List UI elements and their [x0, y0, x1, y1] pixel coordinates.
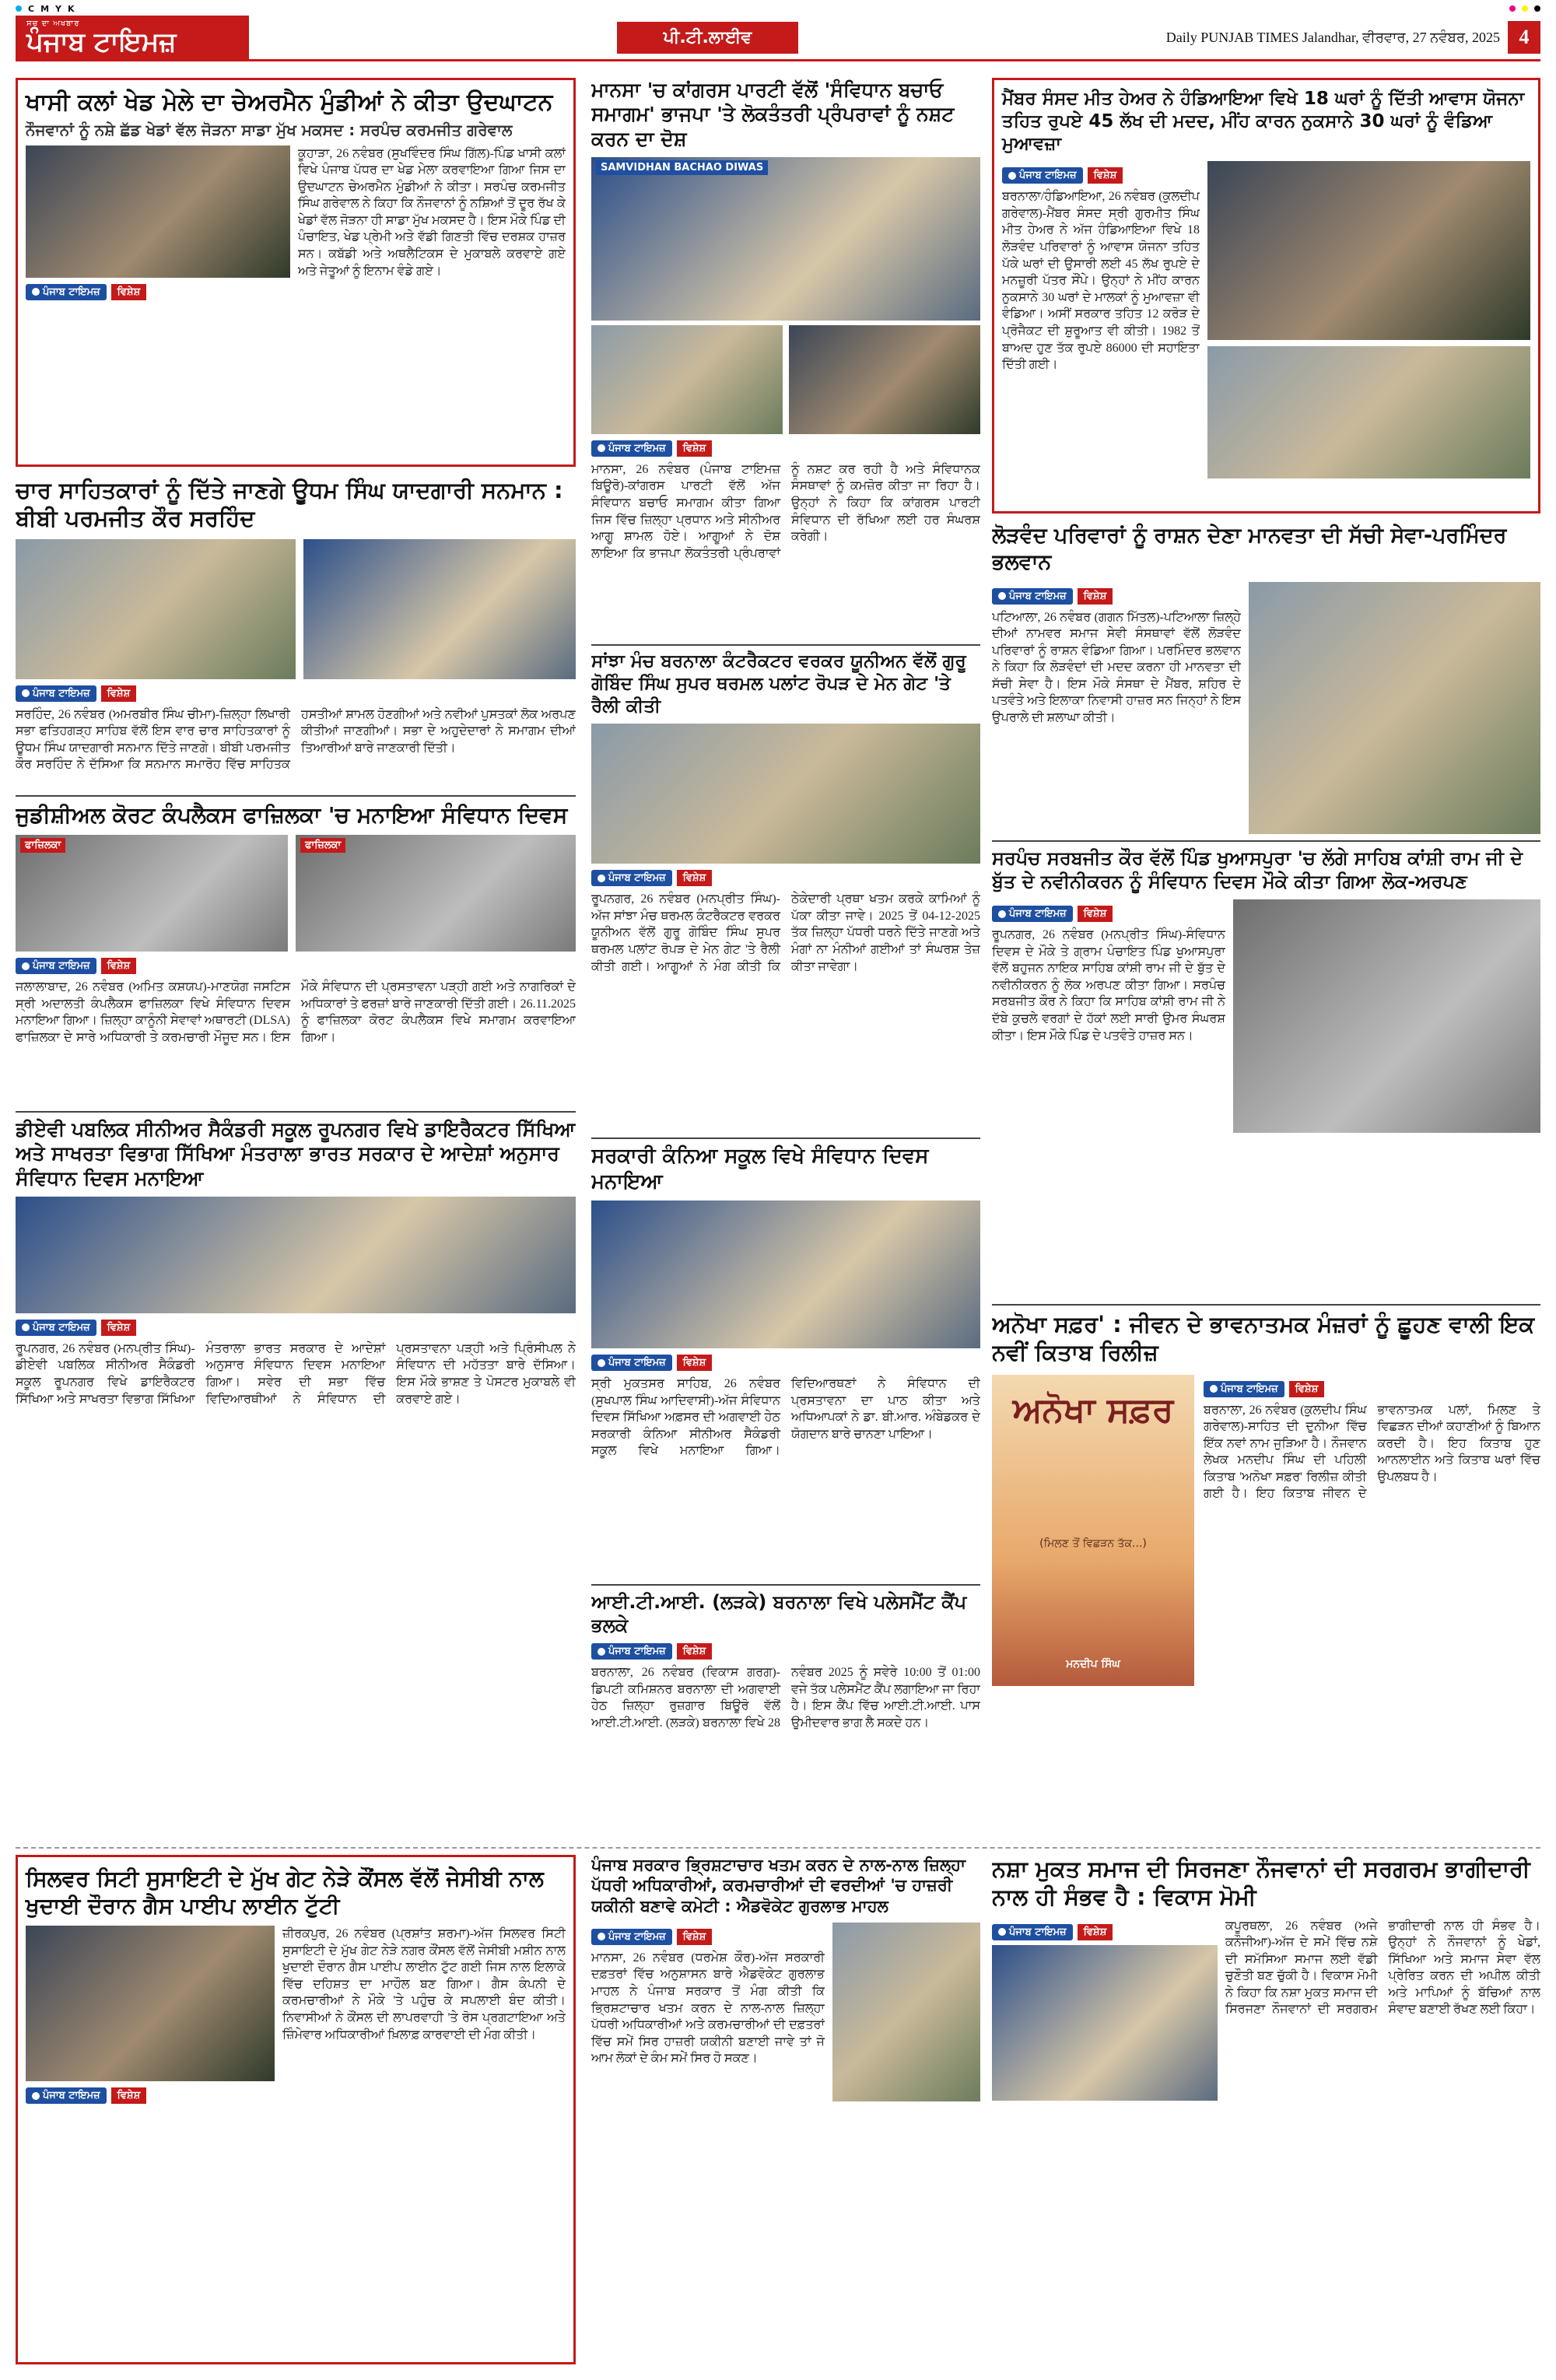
brand-logo-icon	[998, 910, 1006, 918]
headline: ਸਰਕਾਰੀ ਕੰਨਿਆ ਸਕੂਲ ਵਿਖੇ ਸੰਵਿਧਾਨ ਦਿਵਸ ਮਨਾਇਆ	[591, 1144, 929, 1194]
section-name: ਪੀ.ਟੀ.ਲਾਈਵ	[617, 22, 799, 54]
article-body: ਬਰਨਾਲਾ, 26 ਨਵੰਬਰ (ਵਿਕਾਸ ਗਰਗ)-ਡਿਪਟੀ ਕਮਿਸ਼ਨਰ ਬਰਨਾਲਾ ਦੀ ਅਗਵਾਈ ਹੇਠ ਜ਼ਿਲ੍ਹਾ ਰੁਜ਼ਗਾਰ ਬਿਊਰੋ ਵੱਲੋਂ ਆਈ.ਟੀ.ਆਈ. (ਲੜਕੇ) ਬਰਨਾਲਾ ਵਿਖੇ 28 ਨਵੰਬਰ 2025 ਨੂੰ ਸਵੇਰੇ 10:00 ਤੋਂ 01:00 ਵਜੇ ਤੱਕ ਪਲੇਸਮੈਂਟ ਕੈਂਪ ਲਗਾਇਆ ਜਾ ਰਿਹਾ ਹੈ। ਇਸ ਕੈਂਪ ਵਿੱਚ ਆਈ.ਟੀ.ਆਈ. ਪਾਸ ਉਮੀਦਵਾਰ ਭਾਗ ਲੈ ਸਕਦੇ ਹਨ।	[591, 1666, 980, 1730]
photo-vikas-momi-portrait	[992, 1945, 1218, 2101]
photo-advocate-portrait	[832, 1923, 980, 2101]
photo-khasi-team	[26, 145, 290, 278]
brand-chip: ਪੰਜਾਬ ਟਾਇਮਜ਼	[992, 588, 1073, 605]
vishesh-tag: ਵਿਸ਼ੇਸ਼	[101, 685, 137, 702]
book-cover	[992, 1375, 1194, 1686]
brand-chip: ਪੰਜਾਬ ਟਾਇਮਜ਼	[992, 906, 1073, 922]
paper-tagline: ਸਚ ਦਾ ਅਖਬਾਰ	[26, 19, 80, 28]
paper-name: ਪੰਜਾਬ ਟਾਇਮਜ਼	[26, 26, 177, 58]
article-gas-pipeline	[16, 1855, 576, 2364]
vishesh-tag: ਵਿਸ਼ੇਸ਼	[1078, 906, 1113, 922]
headline: ਮੈਂਬਰ ਸੰਸਦ ਮੀਤ ਹੇਅਰ ਨੇ ਹੰਡਿਆਇਆ ਵਿਖੇ 18 ਘਰਾਂ ਨੂੰ ਦਿੱਤੀ ਆਵਾਸ ਯੋਜਨਾ ਤਹਿਤ ਰੁਪਏ 45 ਲੱਖ ਦੀ ਮਦਦ, ਮੀਂਹ ਕਾਰਨ ਨੁਕਸਾਨੇ 30 ਘਰਾਂ ਨੂੰ ਵੰਡਿਆ ਮੁਆਵਜ਼ਾ	[1002, 89, 1525, 154]
cut-line	[16, 1847, 1540, 1849]
vishesh-tag: ਵਿਸ਼ੇਸ਼	[101, 1320, 137, 1336]
article-body: ਸਰਹਿੰਦ, 26 ਨਵੰਬਰ (ਅਮਰਬੀਰ ਸਿੰਘ ਚੀਮਾ)-ਜ਼ਿਲ੍ਹਾ ਲਿਖਾਰੀ ਸਭਾ ਫਤਿਹਗੜ੍ਹ ਸਾਹਿਬ ਵੱਲੋਂ ਇਸ ਵਾਰ ਚਾਰ ਸਾਹਿਤਕਾਰਾਂ ਨੂੰ ਊਧਮ ਸਿੰਘ ਯਾਦਗਾਰੀ ਸਨਮਾਨ ਦਿੱਤੇ ਜਾਣਗੇ। ਬੀਬੀ ਪਰਮਜੀਤ ਕੌਰ ਸਰਹਿੰਦ ਨੇ ਦੱਸਿਆ ਕਿ ਸਨਮਾਨ ਸਮਾਰੋਹ ਵਿੱਚ ਸਾਹਿਤਕ ਹਸਤੀਆਂ ਸ਼ਾਮਲ ਹੋਣਗੀਆਂ ਅਤੇ ਨਵੀਆਂ ਪੁਸਤਕਾਂ ਲੋਕ ਅਰਪਣ ਕੀਤੀਆਂ ਜਾਣਗੀਆਂ। ਸਭਾ ਦੇ ਅਹੁਦੇਦਾਰਾਂ ਨੇ ਸਮਾਗਮ ਦੀਆਂ ਤਿਆਰੀਆਂ ਬਾਰੇ ਜਾਣਕਾਰੀ ਦਿੱਤੀ।	[16, 707, 576, 772]
registration-strip-right	[1509, 3, 1540, 14]
brand-logo-icon	[1210, 1385, 1218, 1393]
article-kanshi-ram	[992, 846, 1540, 1298]
brand-logo-icon	[598, 1359, 605, 1367]
headline: ਜੁਡੀਸ਼ੀਅਲ ਕੋਰਟ ਕੰਪਲੈਕਸ ਫਾਜ਼ਿਲਕਾ 'ਚ ਮਨਾਇਆ ਸੰਵਿਧਾਨ ਦਿਵਸ	[16, 802, 568, 828]
photo-meet-hayer-crowd	[1207, 346, 1530, 478]
divider	[591, 1584, 980, 1586]
brand-logo-icon	[32, 2092, 40, 2100]
headline: ਅਨੋਖਾ ਸਫ਼ਰ' : ਜੀਵਨ ਦੇ ਭਾਵਨਾਤਮਕ ਮੰਜ਼ਰਾਂ ਨੂੰ ਛੂਹਣ ਵਾਲੀ ਇਕ ਨਵੀਂ ਕਿਤਾਬ ਰਿਲੀਜ਼	[992, 1311, 1535, 1366]
article-body: ਕੂਹਾੜਾ, 26 ਨਵੰਬਰ (ਸੁਖਵਿੰਦਰ ਸਿੰਘ ਗਿੱਲ)-ਪਿੰਡ ਖਾਸੀ ਕਲਾਂ ਵਿਖੇ ਪੰਜਾਬ ਪੱਧਰ ਦਾ ਖੇਡ ਮੇਲਾ ਕਰਵਾਇਆ ਗਿਆ ਜਿਸ ਦਾ ਉਦਘਾਟਨ ਚੇਅਰਮੈਨ ਮੁੰਡੀਆਂ ਨੇ ਕੀਤਾ। ਸਰਪੰਚ ਕਰਮਜੀਤ ਸਿੰਘ ਗਰੇਵਾਲ ਨੇ ਕਿਹਾ ਕਿ ਨੌਜਵਾਨਾਂ ਨੂੰ ਨਸ਼ਿਆਂ ਤੋਂ ਦੂਰ ਰੱਖ ਕੇ ਖੇਡਾਂ ਵੱਲ ਜੋੜਨਾ ਹੀ ਸਾਡਾ ਮੁੱਖ ਮਕਸਦ ਹੈ। ਇਸ ਮੌਕੇ ਪਿੰਡ ਦੀ ਪੰਚਾਇਤ, ਖੇਡ ਪ੍ਰੇਮੀ ਅਤੇ ਵੱਡੀ ਗਿਣਤੀ ਵਿੱਚ ਦਰਸ਼ਕ ਹਾਜ਼ਰ ਸਨ। ਕਬੱਡੀ ਅਤੇ ਅਥਲੈਟਿਕਸ ਦੇ ਮੁਕਾਬਲੇ ਕਰਵਾਏ ਗਏ ਅਤੇ ਜੇਤੂਆਂ ਨੂੰ ਇਨਾਮ ਵੰਡੇ ਗਏ।	[298, 146, 566, 278]
subhead: ਨੌਜਵਾਨਾਂ ਨੂੰ ਨਸ਼ੇ ਛੱਡ ਖੇਡਾਂ ਵੱਲ ਜੋੜਨਾ ਸਾਡਾ ਮੁੱਖ ਮਕਸਦ : ਸਰਪੰਚ ਕਰਮਜੀਤ ਗਰੇਵਾਲ	[26, 120, 513, 139]
banner-text: SAMVIDHAN BACHAO DIWAS	[596, 160, 768, 175]
article-body: ਕਪੂਰਥਲਾ, 26 ਨਵੰਬਰ (ਅਜੇ ਕਨੌਜੀਆ)-ਅੱਜ ਦੇ ਸਮੇਂ ਵਿੱਚ ਨਸ਼ੇ ਦੀ ਸਮੱਸਿਆ ਸਮਾਜ ਲਈ ਵੱਡੀ ਚੁਣੌਤੀ ਬਣ ਚੁੱਕੀ ਹੈ। ਵਿਕਾਸ ਮੋਮੀ ਨੇ ਕਿਹਾ ਕਿ ਨਸ਼ਾ ਮੁਕਤ ਸਮਾਜ ਦੀ ਸਿਰਜਣਾ ਨੌਜਵਾਨਾਂ ਦੀ ਸਰਗਰਮ ਭਾਗੀਦਾਰੀ ਨਾਲ ਹੀ ਸੰਭਵ ਹੈ। ਉਨ੍ਹਾਂ ਨੇ ਨੌਜਵਾਨਾਂ ਨੂੰ ਖੇਡਾਂ, ਸਿੱਖਿਆ ਅਤੇ ਸਮਾਜ ਸੇਵਾ ਵੱਲ ਪ੍ਰੇਰਿਤ ਕਰਨ ਦੀ ਅਪੀਲ ਕੀਤੀ ਅਤੇ ਮਾਪਿਆਂ ਨੂੰ ਬੱਚਿਆਂ ਨਾਲ ਸੰਵਾਦ ਬਣਾਈ ਰੱਖਣ ਲਈ ਕਿਹਾ।	[1225, 1919, 1540, 2017]
photo-thermal-rally	[591, 724, 980, 864]
headline: ਲੋੜਵੰਦ ਪਰਿਵਾਰਾਂ ਨੂੰ ਰਾਸ਼ਨ ਦੇਣਾ ਮਾਨਵਤਾ ਦੀ ਸੱਚੀ ਸੇਵਾ-ਪਰਮਿੰਦਰ ਭਲਵਾਨ	[992, 524, 1507, 574]
brand-chip: ਪੰਜਾਬ ਟਾਇਮਜ਼	[1204, 1381, 1284, 1397]
registration-c: C	[28, 3, 35, 14]
article-dav-school	[16, 1117, 576, 1421]
divider	[16, 795, 576, 797]
article-judicial-fazilka	[16, 801, 576, 1105]
vishesh-tag: ਵਿਸ਼ੇਸ਼	[111, 2087, 147, 2104]
headline: ਸਰਪੰਚ ਸਰਬਜੀਤ ਕੌਰ ਵੱਲੋਂ ਪਿੰਡ ਖੁਆਸਪੁਰਾ 'ਚ ਲੱਗੇ ਸਾਹਿਬ ਕਾਂਸ਼ੀ ਰਾਮ ਜੀ ਦੇ ਬੁੱਤ ਦੇ ਨਵੀਨੀਕਰਨ ਨੂੰ ਸੰਵਿਧਾਨ ਦਿਵਸ ਮੌਕੇ ਕੀਤਾ ਗਿਆ ਲੋਕ-ਅਰਪਣ	[992, 847, 1523, 892]
dateline: Daily PUNJAB TIMES Jalandhar, ਵੀਰਵਾਰ, 27 ਨਵੰਬਰ, 2025	[1165, 29, 1500, 45]
cyan-swatch	[16, 5, 22, 12]
article-body: ਮਾਨਸਾ, 26 ਨਵੰਬਰ (ਧਰਮੇਸ਼ ਕੌਰ)-ਅੱਜ ਸਰਕਾਰੀ ਦਫ਼ਤਰਾਂ ਵਿੱਚ ਅਨੁਸ਼ਾਸਨ ਬਾਰੇ ਐਡਵੋਕੇਟ ਗੁਰਲਾਭ ਮਾਹਲ ਨੇ ਪੰਜਾਬ ਸਰਕਾਰ ਤੋਂ ਮੰਗ ਕੀਤੀ ਕਿ ਭ੍ਰਿਸ਼ਟਾਚਾਰ ਖਤਮ ਕਰਨ ਦੇ ਨਾਲ-ਨਾਲ ਜ਼ਿਲ੍ਹਾ ਪੱਧਰੀ ਅਧਿਕਾਰੀਆਂ ਅਤੇ ਕਰਮਚਾਰੀਆਂ ਦੀ ਦਫ਼ਤਰਾਂ ਵਿੱਚ ਸਮੇਂ ਸਿਰ ਹਾਜ਼ਰੀ ਯਕੀਨੀ ਬਣਾਈ ਜਾਵੇ ਤਾਂ ਜੋ ਆਮ ਲੋਕਾਂ ਦੇ ਕੰਮ ਸਮੇਂ ਸਿਰ ਹੋ ਸਕਣ।	[591, 1951, 825, 2066]
article-body: ਰੂਪਨਗਰ, 26 ਨਵੰਬਰ (ਮਨਪ੍ਰੀਤ ਸਿੰਘ)-ਸੰਵਿਧਾਨ ਦਿਵਸ ਦੇ ਮੌਕੇ ਤੇ ਗ੍ਰਾਮ ਪੰਚਾਇਤ ਪਿੰਡ ਖੁਆਸਪੁਰਾ ਵੱਲੋਂ ਬਹੁਜਨ ਨਾਇਕ ਸਾਹਿਬ ਕਾਂਸ਼ੀ ਰਾਮ ਜੀ ਦੇ ਬੁੱਤ ਦੇ ਨਵੀਨੀਕਰਨ ਨੂੰ ਲੋਕ ਅਰਪਣ ਕੀਤਾ ਗਿਆ। ਸਰਪੰਚ ਸਰਬਜੀਤ ਕੌਰ ਨੇ ਕਿਹਾ ਕਿ ਸਾਹਿਬ ਕਾਂਸ਼ੀ ਰਾਮ ਜੀ ਨੇ ਦੱਬੇ ਕੁਚਲੇ ਵਰਗਾਂ ਦੇ ਹੱਕਾਂ ਲਈ ਸਾਰੀ ਉਮਰ ਸੰਘਰਸ਼ ਕੀਤਾ। ਇਸ ਮੌਕੇ ਪਿੰਡ ਦੇ ਪਤਵੰਤੇ ਹਾਜ਼ਰ ਸਨ।	[992, 928, 1225, 1043]
headline: ਨਸ਼ਾ ਮੁਕਤ ਸਮਾਜ ਦੀ ਸਿਰਜਣਾ ਨੌਜਵਾਨਾਂ ਦੀ ਸਰਗਰਮ ਭਾਗੀਦਾਰੀ ਨਾਲ ਹੀ ਸੰਭਵ ਹੈ : ਵਿਕਾਸ ਮੋਮੀ	[992, 1856, 1530, 1911]
brand-chip: ਪੰਜਾਬ ਟਾਇਮਜ਼	[26, 2087, 107, 2104]
book-cover-subtitle: (ਮਿਲਣ ਤੋਂ ਵਿਛੜਨ ਤੱਕ...)	[1039, 1537, 1147, 1550]
magenta-swatch	[1509, 5, 1516, 12]
photo-label: ਫਾਜ਼ਿਲਕਾ	[300, 838, 345, 853]
brand-chip: ਪੰਜਾਬ ਟਾਇਮਜ਼	[591, 1643, 672, 1660]
photo-plaque-inauguration	[1207, 161, 1530, 340]
brand-chip: ਪੰਜਾਬ ਟਾਇਮਜ਼	[591, 1929, 672, 1945]
brand-logo-icon	[22, 689, 30, 697]
article-body: ਸ੍ਰੀ ਮੁਕਤਸਰ ਸਾਹਿਬ, 26 ਨਵੰਬਰ (ਸੁਖਪਾਲ ਸਿੰਘ ਆਦਿਵਾਸੀ)-ਅੱਜ ਸੰਵਿਧਾਨ ਦਿਵਸ ਸਿੱਖਿਆ ਅਫ਼ਸਰ ਦੀ ਅਗਵਾਈ ਹੇਠ ਸਰਕਾਰੀ ਕੰਨਿਆ ਸੀਨੀਅਰ ਸੈਕੰਡਰੀ ਸਕੂਲ ਵਿਖੇ ਮਨਾਇਆ ਗਿਆ। ਵਿਦਿਆਰਥਣਾਂ ਨੇ ਸੰਵਿਧਾਨ ਦੀ ਪ੍ਰਸਤਾਵਨਾ ਦਾ ਪਾਠ ਕੀਤਾ ਅਤੇ ਅਧਿਆਪਕਾਂ ਨੇ ਡਾ. ਬੀ.ਆਰ. ਅੰਬੇਡਕਰ ਦੇ ਯੋਗਦਾਨ ਬਾਰੇ ਚਾਨਣਾ ਪਾਇਆ।	[591, 1377, 980, 1458]
photo-judicial-left	[16, 835, 288, 952]
article-corruption	[591, 1855, 980, 2364]
photo-kanya-students	[591, 1201, 980, 1348]
photo-statue-ceremony	[1233, 899, 1540, 1133]
headline: ਸਿਲਵਰ ਸਿਟੀ ਸੁਸਾਇਟੀ ਦੇ ਮੁੱਖ ਗੇਟ ਨੇੜੇ ਕੌਂਸਲ ਵੱਲੋਂ ਜੇਸੀਬੀ ਨਾਲ ਖੁਦਾਈ ਦੌਰਾਨ ਗੈਸ ਪਾਈਪ ਲਾਈਨ ਟੁੱਟੀ	[26, 1866, 544, 1919]
vishesh-tag: ਵਿਸ਼ੇਸ਼	[111, 284, 147, 300]
photo-udham-group	[303, 539, 576, 679]
brand-chip: ਪੰਜਾਬ ਟਾਇਮਜ਼	[1002, 167, 1083, 184]
vishesh-tag: ਵਿਸ਼ੇਸ਼	[101, 958, 137, 974]
brand-chip: ਪੰਜਾਬ ਟਾਇਮਜ਼	[591, 1355, 672, 1371]
divider	[992, 840, 1540, 842]
brand-logo-icon	[22, 1323, 30, 1331]
brand-chip: ਪੰਜਾਬ ਟਾਇਮਜ਼	[992, 1924, 1073, 1940]
article-body: ਪਟਿਆਲਾ, 26 ਨਵੰਬਰ (ਗਗਨ ਮਿੱਤਲ)-ਪਟਿਆਲਾ ਜ਼ਿਲ੍ਹੇ ਦੀਆਂ ਨਾਮਵਰ ਸਮਾਜ ਸੇਵੀ ਸੰਸਥਾਵਾਂ ਵੱਲੋਂ ਲੋੜਵੰਦ ਪਰਿਵਾਰਾਂ ਨੂੰ ਰਾਸ਼ਨ ਵੰਡਿਆ ਗਿਆ। ਪਰਮਿੰਦਰ ਭਲਵਾਨ ਨੇ ਕਿਹਾ ਕਿ ਲੋੜਵੰਦਾਂ ਦੀ ਮਦਦ ਕਰਨਾ ਹੀ ਮਾਨਵਤਾ ਦੀ ਸੱਚੀ ਸੇਵਾ ਹੈ। ਇਸ ਮੌਕੇ ਸੰਸਥਾ ਦੇ ਮੈਂਬਰ, ਸ਼ਹਿਰ ਦੇ ਪਤਵੰਤੇ ਅਤੇ ਇਲਾਕਾ ਨਿਵਾਸੀ ਹਾਜ਼ਰ ਸਨ ਜਿਨ੍ਹਾਂ ਨੇ ਇਸ ਉਪਰਾਲੇ ਦੀ ਸ਼ਲਾਘਾ ਕੀਤੀ।	[992, 610, 1241, 725]
masthead	[16, 16, 1540, 61]
brand-logo-icon	[598, 444, 605, 452]
article-nasha-mukt	[992, 1855, 1540, 2364]
book-cover-author: ਮਨਦੀਪ ਸਿੰਘ	[1066, 1657, 1120, 1670]
brand-logo-icon	[998, 592, 1006, 600]
article-ration	[992, 523, 1540, 834]
divider	[16, 1111, 576, 1113]
yellow-swatch	[1522, 5, 1528, 12]
divider	[591, 644, 980, 646]
photo-congress-stage	[591, 325, 783, 434]
headline: ਚਾਰ ਸਾਹਿਤਕਾਰਾਂ ਨੂੰ ਦਿੱਤੇ ਜਾਣਗੇ ਊਧਮ ਸਿੰਘ ਯਾਦਗਾਰੀ ਸਨਮਾਨ : ਬੀਬੀ ਪਰਮਜੀਤ ਕੌਰ ਸਰਹਿੰਦ	[16, 477, 563, 532]
article-mansa-congress	[591, 78, 980, 638]
photo-school-assembly	[16, 1197, 576, 1313]
black-swatch	[1534, 5, 1540, 12]
divider	[591, 1137, 980, 1139]
divider	[992, 1304, 1540, 1306]
vishesh-tag: ਵਿਸ਼ੇਸ਼	[1078, 588, 1113, 605]
headline: ਖਾਸੀ ਕਲਾਂ ਖੇਡ ਮੇਲੇ ਦਾ ਚੇਅਰਮੈਨ ਮੁੰਡੀਆਂ ਨੇ ਕੀਤਾ ਉਦਘਾਟਨ	[26, 89, 553, 116]
brand-chip: ਪੰਜਾਬ ਟਾਇਮਜ਼	[591, 870, 672, 886]
vishesh-tag: ਵਿਸ਼ੇਸ਼	[677, 440, 713, 457]
headline: ਸਾਂਝਾ ਮੰਚ ਬਰਨਾਲਾ ਕੰਟਰੈਕਟਰ ਵਰਕਰ ਯੂਨੀਅਨ ਵੱਲੋਂ ਗੁਰੂ ਗੋਬਿੰਦ ਸਿੰਘ ਸੁਪਰ ਥਰਮਲ ਪਲਾਂਟ ਰੋਪੜ ਦੇ ਮੇਨ ਗੇਟ 'ਤੇ ਰੈਲੀ ਕੀਤੀ	[591, 651, 966, 717]
article-body: ਬਰਨਾਲਾ, 26 ਨਵੰਬਰ (ਕੁਲਦੀਪ ਸਿੰਘ ਗਰੇਵਾਲ)-ਸਾਹਿਤ ਦੀ ਦੁਨੀਆ ਵਿੱਚ ਇੱਕ ਨਵਾਂ ਨਾਮ ਜੁੜਿਆ ਹੈ। ਨੌਜਵਾਨ ਲੇਖਕ ਮਨਦੀਪ ਸਿੰਘ ਦੀ ਪਹਿਲੀ ਕਿਤਾਬ 'ਅਨੋਖਾ ਸਫ਼ਰ' ਰਿਲੀਜ਼ ਕੀਤੀ ਗਈ ਹੈ। ਇਹ ਕਿਤਾਬ ਜੀਵਨ ਦੇ ਭਾਵਨਾਤਮਕ ਪਲਾਂ, ਮਿਲਣ ਤੇ ਵਿਛੜਨ ਦੀਆਂ ਕਹਾਣੀਆਂ ਨੂੰ ਬਿਆਨ ਕਰਦੀ ਹੈ। ਇਹ ਕਿਤਾਬ ਹੁਣ ਆਨਲਾਈਨ ਅਤੇ ਕਿਤਾਬ ਘਰਾਂ ਵਿੱਚ ਉਪਲਬਧ ਹੈ।	[1204, 1403, 1540, 1501]
article-body: ਮਾਨਸਾ, 26 ਨਵੰਬਰ (ਪੰਜਾਬ ਟਾਇਮਜ਼ ਬਿਊਰੋ)-ਕਾਂਗਰਸ ਪਾਰਟੀ ਵੱਲੋਂ ਅੱਜ ਸੰਵਿਧਾਨ ਬਚਾਓ ਸਮਾਗਮ ਕੀਤਾ ਗਿਆ ਜਿਸ ਵਿੱਚ ਜ਼ਿਲ੍ਹਾ ਪ੍ਰਧਾਨ ਅਤੇ ਸੀਨੀਅਰ ਆਗੂ ਸ਼ਾਮਲ ਹੋਏ। ਆਗੂਆਂ ਨੇ ਦੋਸ਼ ਲਾਇਆ ਕਿ ਭਾਜਪਾ ਲੋਕਤੰਤਰੀ ਪ੍ਰੰਪਰਾਵਾਂ ਨੂੰ ਨਸ਼ਟ ਕਰ ਰਹੀ ਹੈ ਅਤੇ ਸੰਵਿਧਾਨਕ ਸੰਸਥਾਵਾਂ ਨੂੰ ਕਮਜ਼ੋਰ ਕੀਤਾ ਜਾ ਰਿਹਾ ਹੈ। ਉਨ੍ਹਾਂ ਨੇ ਕਿਹਾ ਕਿ ਕਾਂਗਰਸ ਪਾਰਟੀ ਸੰਵਿਧਾਨ ਦੀ ਰੱਖਿਆ ਲਈ ਹਰ ਸੰਘਰਸ਼ ਕਰੇਗੀ।	[591, 462, 980, 560]
registration-strip-left	[16, 3, 75, 14]
vishesh-tag: ਵਿਸ਼ੇਸ਼	[1088, 167, 1123, 184]
article-body: ਜ਼ੀਰਕਪੁਰ, 26 ਨਵੰਬਰ (ਪ੍ਰਸ਼ਾਂਤ ਸ਼ਰਮਾ)-ਅੱਜ ਸਿਲਵਰ ਸਿਟੀ ਸੁਸਾਇਟੀ ਦੇ ਮੁੱਖ ਗੇਟ ਨੇੜੇ ਨਗਰ ਕੌਂਸਲ ਵੱਲੋਂ ਜੇਸੀਬੀ ਮਸ਼ੀਨ ਨਾਲ ਖੁਦਾਈ ਦੌਰਾਨ ਗੈਸ ਪਾਈਪ ਲਾਈਨ ਟੁੱਟ ਗਈ ਜਿਸ ਨਾਲ ਇਲਾਕੇ ਵਿੱਚ ਦਹਿਸ਼ਤ ਦਾ ਮਾਹੌਲ ਬਣ ਗਿਆ। ਗੈਸ ਕੰਪਨੀ ਦੇ ਕਰਮਚਾਰੀਆਂ ਨੇ ਮੌਕੇ 'ਤੇ ਪਹੁੰਚ ਕੇ ਸਪਲਾਈ ਬੰਦ ਕੀਤੀ। ਨਿਵਾਸੀਆਂ ਨੇ ਕੌਂਸਲ ਦੀ ਲਾਪਰਵਾਹੀ 'ਤੇ ਰੋਸ ਪ੍ਰਗਟਾਇਆ ਅਤੇ ਜ਼ਿੰਮੇਵਾਰ ਅਧਿਕਾਰੀਆਂ ਖ਼ਿਲਾਫ਼ ਕਾਰਵਾਈ ਦੀ ਮੰਗ ਕੀਤੀ।	[282, 1927, 566, 2042]
brand-chip: ਪੰਜਾਬ ਟਾਇਮਜ਼	[16, 1320, 96, 1336]
headline: ਡੀਏਵੀ ਪਬਲਿਕ ਸੀਨੀਅਰ ਸੈਕੰਡਰੀ ਸਕੂਲ ਰੂਪਨਗਰ ਵਿਖੇ ਡਾਇਰੈਕਟਰ ਸਿੱਖਿਆ ਅਤੇ ਸਾਖਰਤਾ ਵਿਭਾਗ ਸਿੱਖਿਆ ਮੰਤਰਾਲਾ ਭਾਰਤ ਸਰਕਾਰ ਦੇ ਆਦੇਸ਼ਾਂ ਅਨੁਸਾਰ ਸੰਵਿਧਾਨ ਦਿਵਸ ਮਨਾਇਆ	[16, 1118, 576, 1190]
registration-k: K	[68, 3, 75, 14]
vishesh-tag: ਵਿਸ਼ੇਸ਼	[677, 1643, 713, 1660]
photo-congress-leaders	[591, 157, 980, 321]
headline: ਆਈ.ਟੀ.ਆਈ. (ਲੜਕੇ) ਬਰਨਾਲਾ ਵਿਖੇ ਪਲੇਸਮੈਂਟ ਕੈਂਪ ਭਲਕੇ	[591, 1591, 967, 1636]
brand-logo-icon	[598, 1648, 605, 1656]
article-body: ਬਰਨਾਲਾ/ਹੰਡਿਆਇਆ, 26 ਨਵੰਬਰ (ਕੁਲਦੀਪ ਗਰੇਵਾਲ)-ਮੈਂਬਰ ਸੰਸਦ ਸ੍ਰੀ ਗੁਰਮੀਤ ਸਿੰਘ ਮੀਤ ਹੇਅਰ ਨੇ ਅੱਜ ਹੰਡਿਆਇਆ ਵਿਖੇ 18 ਲੋੜਵੰਦ ਪਰਿਵਾਰਾਂ ਨੂੰ ਆਵਾਸ ਯੋਜਨਾ ਤਹਿਤ ਪੱਕੇ ਘਰਾਂ ਦੀ ਉਸਾਰੀ ਲਈ 45 ਲੱਖ ਰੁਪਏ ਦੇ ਮਨਜ਼ੂਰੀ ਪੱਤਰ ਸੌਂਪੇ। ਉਨ੍ਹਾਂ ਨੇ ਮੀਂਹ ਕਾਰਨ ਨੁਕਸਾਨੇ 30 ਘਰਾਂ ਦੇ ਮਾਲਕਾਂ ਨੂੰ ਮੁਆਵਜ਼ਾ ਵੀ ਵੰਡਿਆ। ਅਸੀਂ ਸਰਕਾਰ ਤਹਿਤ 12 ਕਰੋੜ ਦੇ ਪ੍ਰੋਜੈਕਟ ਦੀ ਸ਼ੁਰੂਆਤ ਵੀ ਕੀਤੀ। 1982 ਤੋਂ ਬਾਅਦ ਹੁਣ ਤੱਕ ਰੁਪਏ 86000 ਦੀ ਸਹਾਇਤਾ ਦਿੱਤੀ ਗਈ।	[1002, 190, 1200, 372]
article-kanya-school	[591, 1144, 980, 1579]
headline: ਮਾਨਸਾ 'ਚ ਕਾਂਗਰਸ ਪਾਰਟੀ ਵੱਲੋਂ 'ਸੰਵਿਧਾਨ ਬਚਾਓ ਸਮਾਗਮ' ਭਾਜਪਾ 'ਤੇ ਲੋਕਤੰਤਰੀ ਪ੍ਰੰਪਰਾਵਾਂ ਨੂੰ ਨਸ਼ਟ ਕਰਨ ਦਾ ਦੋਸ਼	[591, 79, 955, 150]
brand-logo-icon	[998, 1928, 1006, 1936]
page-number: 4	[1508, 21, 1540, 54]
registration-y: Y	[55, 3, 61, 14]
brand-chip: ਪੰਜਾਬ ਟਾਇਮਜ਼	[26, 284, 107, 300]
vishesh-tag: ਵਿਸ਼ੇਸ਼	[677, 870, 713, 886]
photo-ration-distribution	[1249, 582, 1540, 835]
vishesh-tag: ਵਿਸ਼ੇਸ਼	[677, 1355, 713, 1371]
photo-congress-crowd	[789, 325, 980, 434]
article-body: ਰੂਪਨਗਰ, 26 ਨਵੰਬਰ (ਮਨਪ੍ਰੀਤ ਸਿੰਘ)-ਅੱਜ ਸਾਂਝਾ ਮੰਚ ਥਰਮਲ ਕੰਟਰੈਕਟਰ ਵਰਕਰ ਯੂਨੀਅਨ ਵੱਲੋਂ ਗੁਰੂ ਗੋਬਿੰਦ ਸਿੰਘ ਸੁਪਰ ਥਰਮਲ ਪਲਾਂਟ ਰੋਪੜ ਦੇ ਮੇਨ ਗੇਟ 'ਤੇ ਰੈਲੀ ਕੀਤੀ ਗਈ। ਆਗੂਆਂ ਨੇ ਮੰਗ ਕੀਤੀ ਕਿ ਠੇਕੇਦਾਰੀ ਪ੍ਰਥਾ ਖਤਮ ਕਰਕੇ ਕਾਮਿਆਂ ਨੂੰ ਪੱਕਾ ਕੀਤਾ ਜਾਵੇ। 2025 ਤੋਂ 04-12-2025 ਤੱਕ ਜ਼ਿਲ੍ਹਾ ਪੱਧਰੀ ਧਰਨੇ ਦਿੱਤੇ ਜਾਣਗੇ ਅਤੇ ਮੰਗਾਂ ਨਾ ਮੰਨੀਆਂ ਗਈਆਂ ਤਾਂ ਸੰਘਰਸ਼ ਤੇਜ਼ ਕੀਤਾ ਜਾਵੇਗਾ।	[591, 892, 980, 973]
article-udham-singh	[16, 476, 576, 787]
article-body: ਜਲਾਲਾਬਾਦ, 26 ਨਵੰਬਰ (ਅਮਿਤ ਕਸ਼ਯਪ)-ਮਾਣਯੋਗ ਜਸਟਿਸ ਸ੍ਰੀ ਅਦਾਲਤੀ ਕੰਪਲੈਕਸ ਫਾਜ਼ਿਲਕਾ ਵਿਖੇ ਸੰਵਿਧਾਨ ਦਿਵਸ ਮਨਾਇਆ ਗਿਆ। ਜ਼ਿਲ੍ਹਾ ਕਾਨੂੰਨੀ ਸੇਵਾਵਾਂ ਅਥਾਰਟੀ (DLSA) ਫਾਜ਼ਿਲਕਾ ਦੇ ਸਾਰੇ ਅਧਿਕਾਰੀ ਤੇ ਕਰਮਚਾਰੀ ਮੌਜੂਦ ਸਨ। ਇਸ ਮੌਕੇ ਸੰਵਿਧਾਨ ਦੀ ਪ੍ਰਸਤਾਵਨਾ ਪੜ੍ਹੀ ਗਈ ਅਤੇ ਨਾਗਰਿਕਾਂ ਦੇ ਅਧਿਕਾਰਾਂ ਤੇ ਫਰਜ਼ਾਂ ਬਾਰੇ ਜਾਣਕਾਰੀ ਦਿੱਤੀ ਗਈ। 26.11.2025 ਨੂੰ ਫਾਜ਼ਿਲਕਾ ਕੋਰਟ ਕੰਪਲੈਕਸ ਵਿਖੇ ਸਮਾਗਮ ਕਰਵਾਇਆ ਗਿਆ।	[16, 980, 576, 1044]
vishesh-tag: ਵਿਸ਼ੇਸ਼	[677, 1929, 713, 1945]
paper-logo	[16, 16, 249, 59]
article-body: ਰੂਪਨਗਰ, 26 ਨਵੰਬਰ (ਮਨਪ੍ਰੀਤ ਸਿੰਘ)-ਡੀਏਵੀ ਪਬਲਿਕ ਸੀਨੀਅਰ ਸੈਕੰਡਰੀ ਸਕੂਲ ਰੂਪਨਗਰ ਵਿਖੇ ਡਾਇਰੈਕਟਰ ਸਿੱਖਿਆ ਅਤੇ ਸਾਖਰਤਾ ਵਿਭਾਗ ਸਿੱਖਿਆ ਮੰਤਰਾਲਾ ਭਾਰਤ ਸਰਕਾਰ ਦੇ ਆਦੇਸ਼ਾਂ ਅਨੁਸਾਰ ਸੰਵਿਧਾਨ ਦਿਵਸ ਮਨਾਇਆ ਗਿਆ। ਸਵੇਰ ਦੀ ਸਭਾ ਵਿੱਚ ਵਿਦਿਆਰਥੀਆਂ ਨੇ ਸੰਵਿਧਾਨ ਦੀ ਪ੍ਰਸਤਾਵਨਾ ਪੜ੍ਹੀ ਅਤੇ ਪ੍ਰਿੰਸੀਪਲ ਨੇ ਸੰਵਿਧਾਨ ਦੀ ਮਹੱਤਤਾ ਬਾਰੇ ਦੱਸਿਆ। ਇਸ ਮੌਕੇ ਭਾਸ਼ਣ ਤੇ ਪੋਸਟਰ ਮੁਕਾਬਲੇ ਵੀ ਕਰਵਾਏ ਗਏ।	[16, 1341, 576, 1406]
article-meet-hayer	[992, 78, 1540, 514]
article-khasi-kalan	[16, 78, 576, 467]
registration-m: M	[40, 3, 50, 14]
photo-udham-meeting	[16, 539, 296, 679]
brand-chip: ਪੰਜਾਬ ਟਾਇਮਜ਼	[591, 440, 672, 457]
brand-logo-icon	[32, 288, 40, 296]
article-iti-placement	[591, 1590, 980, 1839]
brand-logo-icon	[22, 962, 30, 970]
brand-logo-icon	[598, 1933, 605, 1940]
photo-gas-pipeline-damage	[26, 1926, 275, 2081]
book-cover-title: ਅਨੋਖਾ ਸਫ਼ਰ	[1012, 1390, 1174, 1430]
photo-judicial-right	[296, 835, 576, 952]
photo-label: ਫਾਜ਼ਿਲਕਾ	[20, 838, 65, 853]
vishesh-tag: ਵਿਸ਼ੇਸ਼	[1078, 1924, 1113, 1940]
brand-logo-icon	[598, 875, 605, 882]
vishesh-tag: ਵਿਸ਼ੇਸ਼	[1289, 1381, 1325, 1397]
headline: ਪੰਜਾਬ ਸਰਕਾਰ ਭ੍ਰਿਸ਼ਟਾਚਾਰ ਖਤਮ ਕਰਨ ਦੇ ਨਾਲ-ਨਾਲ ਜ਼ਿਲ੍ਹਾ ਪੱਧਰੀ ਅਧਿਕਾਰੀਆਂ, ਕਰਮਚਾਰੀਆਂ ਦੀ ਵਰਦੀਆਂ 'ਚ ਹਾਜ਼ਰੀ ਯਕੀਨੀ ਬਣਾਵੇ ਕਮੇਟੀ : ਐਡਵੋਕੇਟ ਗੁਰਲਾਭ ਮਾਹਲ	[591, 1856, 966, 1916]
brand-chip: ਪੰਜਾਬ ਟਾਇਮਜ਼	[16, 958, 96, 974]
brand-chip: ਪੰਜਾਬ ਟਾਇਮਜ਼	[16, 685, 96, 702]
article-thermal-rally	[591, 650, 980, 1133]
brand-logo-icon	[1008, 172, 1016, 180]
article-book-release	[992, 1310, 1540, 1839]
